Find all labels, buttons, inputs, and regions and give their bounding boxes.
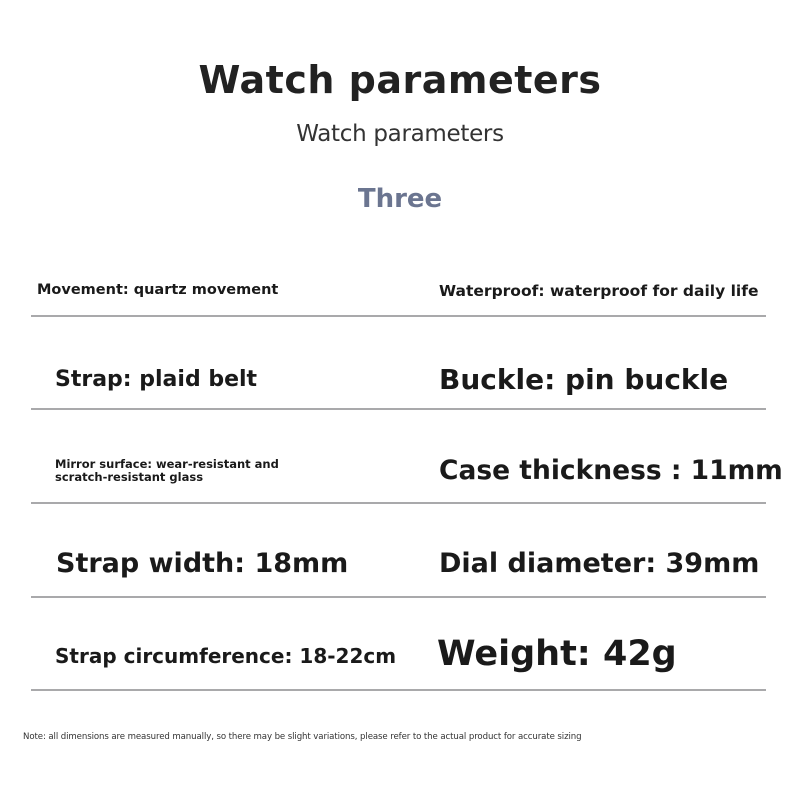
spec-strap-circumference: Strap circumference: 18-22cm <box>55 644 397 668</box>
page-title: Watch parameters <box>198 58 602 102</box>
spec-case-thickness: Case thickness : 11mm <box>439 455 783 486</box>
spec-buckle: Buckle: pin buckle <box>439 363 729 396</box>
spec-waterproof: Waterproof: waterproof for daily life <box>439 282 759 300</box>
spec-row <box>31 596 766 691</box>
spec-row <box>31 254 766 317</box>
spec-strap-width: Strap width: 18mm <box>56 548 349 579</box>
spec-row <box>31 502 766 598</box>
section-heading: Three <box>357 184 443 214</box>
spec-movement: Movement: quartz movement <box>37 282 279 298</box>
page-subtitle: Watch parameters <box>296 121 504 147</box>
spec-row <box>31 408 783 504</box>
spec-mirror-surface: Mirror surface: wear-resistant and scratch-resistant glass <box>55 457 279 484</box>
spec-weight: Weight: 42g <box>437 634 677 674</box>
spec-strap: Strap: plaid belt <box>55 367 258 392</box>
spec-row <box>31 315 766 410</box>
spec-dial-diameter: Dial diameter: 39mm <box>439 548 760 579</box>
measurement-note: Note: all dimensions are measured manually, so there may be slight variations, please refer to the actual product for accurate sizing <box>23 732 582 742</box>
